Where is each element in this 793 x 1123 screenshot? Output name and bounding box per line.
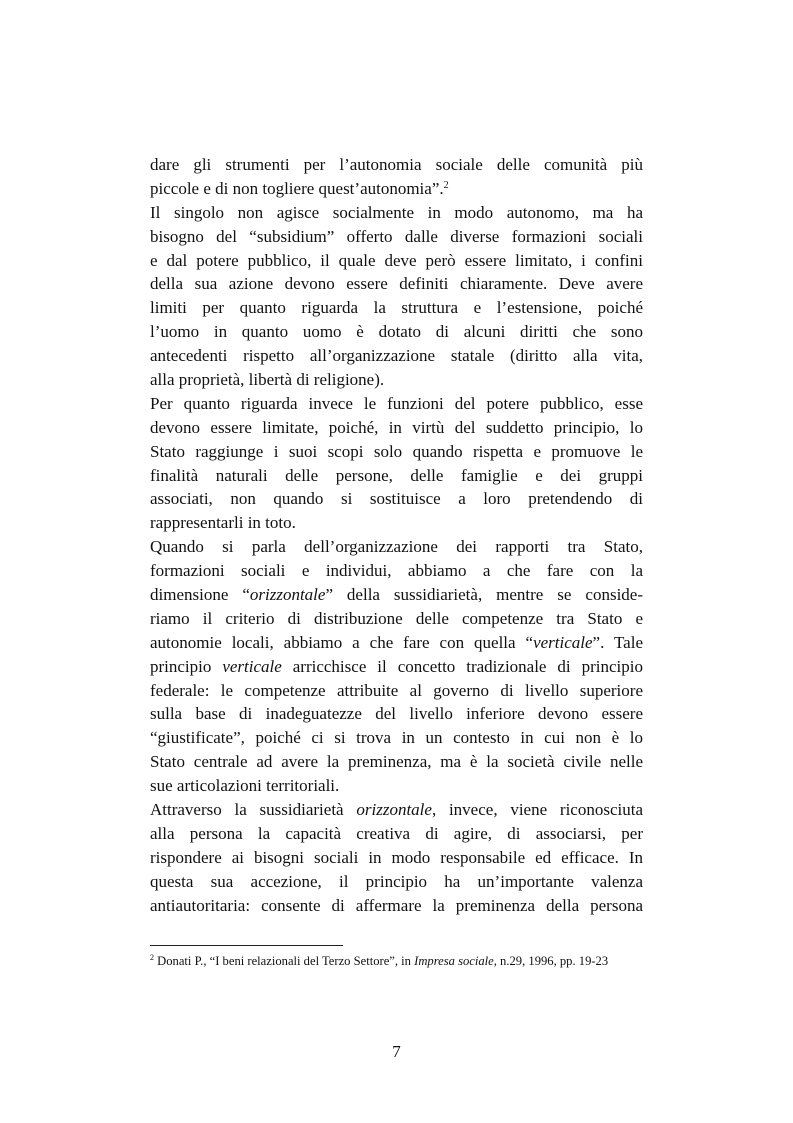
text-line: bisogno del “subsidium” offerto dalle diverse formazioni sociali xyxy=(150,226,643,246)
text-line: federale: le competenze attribuite al governo di livello superiore xyxy=(150,680,643,700)
body-text xyxy=(150,153,643,918)
text-line: finalità naturali delle persone, delle famiglie e dei gruppi xyxy=(150,465,643,485)
page-number: 7 xyxy=(392,1042,401,1061)
text-line: e dal potere pubblico, il quale deve però essere limitato, i confini xyxy=(150,250,643,270)
text-span: principio xyxy=(150,656,223,676)
text-line xyxy=(150,583,643,607)
footnote-text: Donati P., “I beni relazionali del Terzo Settore”, in xyxy=(154,954,415,968)
text-line: Stato centrale ad avere la preminenza, ma è la società civile nelle xyxy=(150,752,643,772)
text-line: Stato raggiunge i suoi scopi solo quando rispetta e promuove le xyxy=(150,441,643,461)
text-line: antiautoritaria: consente di affermare la preminenza della persona xyxy=(150,895,643,915)
text-span: , invece, viene riconosciuta xyxy=(431,800,643,820)
text-line: rappresentarli in toto. xyxy=(150,513,296,533)
text-line: della sua azione devono essere definiti chiaramente. Deve avere xyxy=(150,274,643,294)
italic-term: verticale xyxy=(222,656,282,676)
italic-term: orizzontale xyxy=(356,800,432,820)
footnote-separator xyxy=(150,945,343,946)
text-span: arricchisce il concetto tradizionale di principio xyxy=(281,656,643,676)
text-span: dimensione “ xyxy=(150,585,250,605)
text-line: rispondere ai bisogni sociali in modo responsabile ed efficace. In xyxy=(150,847,643,867)
text-line xyxy=(150,177,643,201)
footnote-ref: 2 xyxy=(443,179,449,191)
text-line xyxy=(150,655,643,679)
text-line: devono essere limitate, poiché, in virtù del suddetto principio, lo xyxy=(150,417,643,437)
text-line: “giustificate”, poiché ci si trova in un contesto in cui non è lo xyxy=(150,728,643,748)
footnote xyxy=(150,954,650,969)
text-span: piccole e di non togliere quest’autonomia”. xyxy=(150,178,444,198)
text-line: sue articolazioni territoriali. xyxy=(150,776,340,796)
text-line: riamo il criterio di distribuzione delle competenze tra Stato e xyxy=(150,608,643,628)
text-line: questa sua accezione, il principio ha un’importante valenza xyxy=(150,871,643,891)
text-line: l’uomo in quanto uomo è dotato di alcuni diritti che sono xyxy=(150,322,643,342)
footnote-journal: Impresa sociale, xyxy=(414,954,497,968)
text-span: Attraverso la sussidiarietà xyxy=(150,800,357,820)
text-span: ”. Tale xyxy=(592,632,643,652)
text-line: Quando si parla dell’organizzazione dei rapporti tra Stato, xyxy=(150,537,643,557)
text-span: autonomie locali, abbiamo a che fare con quella “ xyxy=(150,632,534,652)
text-span: ” della sussidiarietà, mentre se conside- xyxy=(325,585,643,605)
text-line xyxy=(150,798,643,822)
text-line: limiti per quanto riguarda la struttura e l’estensione, poiché xyxy=(150,298,643,318)
text-line: antecedenti rispetto all’organizzazione statale (diritto alla vita, xyxy=(150,346,643,366)
footnote-number: 2 xyxy=(150,953,154,962)
footnote-text: n.29, 1996, pp. 19-23 xyxy=(496,954,609,968)
text-line: associati, non quando si sostituisce a loro pretendendo di xyxy=(150,489,643,509)
text-line: formazioni sociali e individui, abbiamo a che fare con la xyxy=(150,561,643,581)
italic-term: orizzontale xyxy=(249,585,326,605)
text-line: Per quanto riguarda invece le funzioni del potere pubblico, esse xyxy=(150,393,643,413)
text-line: sulla base di inadeguatezze del livello inferiore devono essere xyxy=(150,704,643,724)
text-line: alla proprietà, libertà di religione). xyxy=(150,370,385,390)
text-line: dare gli strumenti per l’autonomia sociale delle comunità più xyxy=(150,155,643,174)
text-line: Il singolo non agisce socialmente in modo autonomo, ma ha xyxy=(150,202,643,222)
italic-term: verticale xyxy=(533,632,593,652)
text-line: alla persona la capacità creativa di agire, di associarsi, per xyxy=(150,823,643,843)
text-line xyxy=(150,631,643,655)
